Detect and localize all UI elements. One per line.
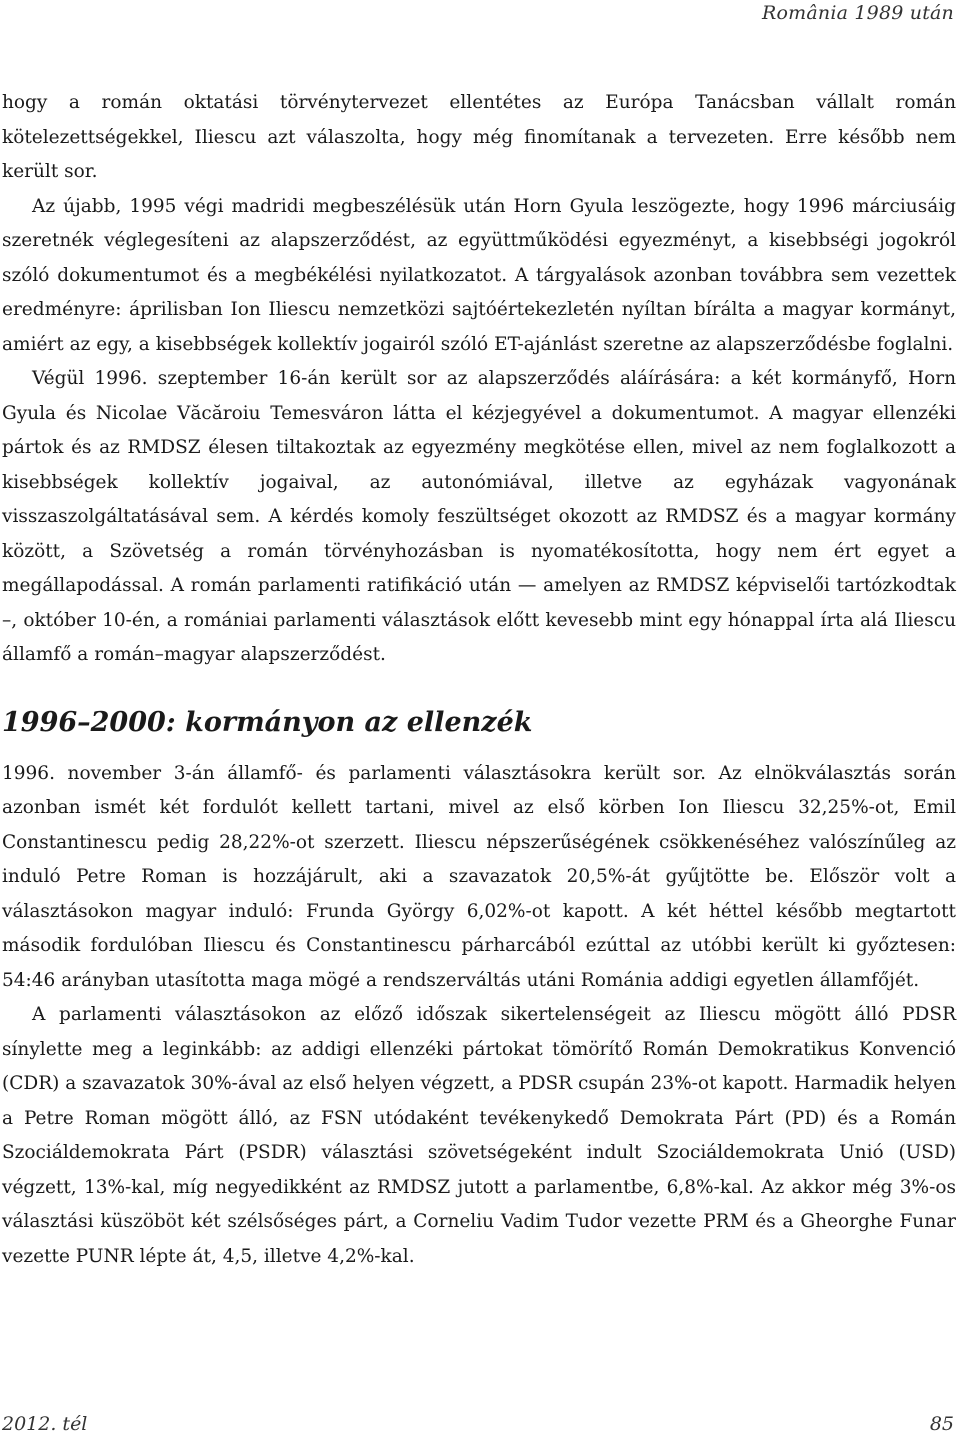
paragraph: hogy a román oktatási törvénytervezet ellentétes az Európa Tanácsban vállalt román kötelezettségekkel, Iliescu azt válaszolta, hogy még finomítanak a tervezeten. Erre később nem került sor. <box>2 92 956 182</box>
footer-issue: 2012. tél <box>2 1413 88 1435</box>
paragraph: Az újabb, 1995 végi madridi megbeszélésük után Horn Gyula leszögezte, hogy 1996 márciusáig szeretnék véglegesíteni az alapszerződést, az együttműködési egyezményt, a kisebbségi jogokról szóló dokumentumot és a megbékélési nyilatkozatot. A tárgyalások azonban továbbra sem vezettek eredményre: áprilisban Ion Iliescu nemzetközi sajtóértekezletén nyíltan bírálta a magyar kormányt, amiért az egy, a kisebbségek kollektív jogairól szóló ET-ajánlást szeretne az alapszerződésbe foglalni. <box>2 195 956 355</box>
footer-page-number: 85 <box>929 1413 954 1435</box>
article-body <box>2 86 956 1274</box>
section-heading: 1996–2000: kormányon az ellenzék <box>2 706 533 738</box>
paragraph: 1996. november 3-án államfő- és parlamenti választásokra került sor. Az elnökválasztás során azonban ismét két fordulót kellett tartani, mivel az első körben Ion Iliescu 32,25%-ot, Emil Constantinescu pedig 28,22%-ot szerzett. Iliescu népszerűségének csökkenéséhez valószínűleg az induló Petre Roman is hozzájárult, aki a szavazatok 20,5%-át gyűjtötte be. Először volt a választásokon magyar induló: Frunda György 6,02%-ot kapott. A két héttel később megtartott második fordulóban Iliescu és Constantinescu párharcából ezúttal az utóbbi került ki győztesen: 54:46 arányban utasította maga mögé a rendszerváltás utáni Románia addigi egyetlen államfőjét. <box>2 762 956 991</box>
paragraph: Végül 1996. szeptember 16-án került sor az alapszerződés aláírására: a két kormányfő, Horn Gyula és Nicolae Văcăroiu Temesváron látta el kézjegyével a dokumentumot. A magyar ellenzéki pártok és az RMDSZ élesen tiltakoztak az egyezmény megkötése ellen, mivel az nem foglalkozott a kisebbségek kollektív jogaival, az autonómiával, illetve az egyházak vagyonának visszaszolgáltatásával sem. A kérdés komoly feszültséget okozott az RMDSZ és a magyar kormány között, a Szövetség a román törvényhozásban is nyomatékosította, hogy nem ért egyet a megállapodással. A román parlamenti ratifikáció után — amelyen az RMDSZ képviselői tartózkodtak –, október 10-én, a romániai parlamenti választások előtt kevesebb mint egy hónappal írta alá Iliescu államfő a román–magyar alapszerződést. <box>2 368 956 665</box>
paragraph: A parlamenti választásokon az előző időszak sikertelenségeit az Iliescu mögött álló PDSR sínylette meg a leginkább: az addigi ellenzéki pártokat tömörítő Román Demokratikus Konvenció (CDR) a szavazatok 30%-ával az első helyen végzett, a PDSR csupán 23%-ot kapott. Harmadik helyen a Petre Roman mögött álló, az FSN utódaként tevékenykedő Demokrata Párt (PD) és a Román Szociáldemokrata Párt (PSDR) választási szövetségeként indult Szociáldemokrata Unió (USD) végzett, 13%-kal, míg negyedikként az RMDSZ jutott a parlamentbe, 6,8%-kal. Az akkor még 3%-os választási küszöböt két szélsőséges párt, a Corneliu Vadim Tudor vezette PRM és a Gheorghe Funar vezette PUNR lépte át, 4,5, illetve 4,2%-kal. <box>2 1004 956 1267</box>
running-head-title: România 1989 után <box>762 2 954 24</box>
